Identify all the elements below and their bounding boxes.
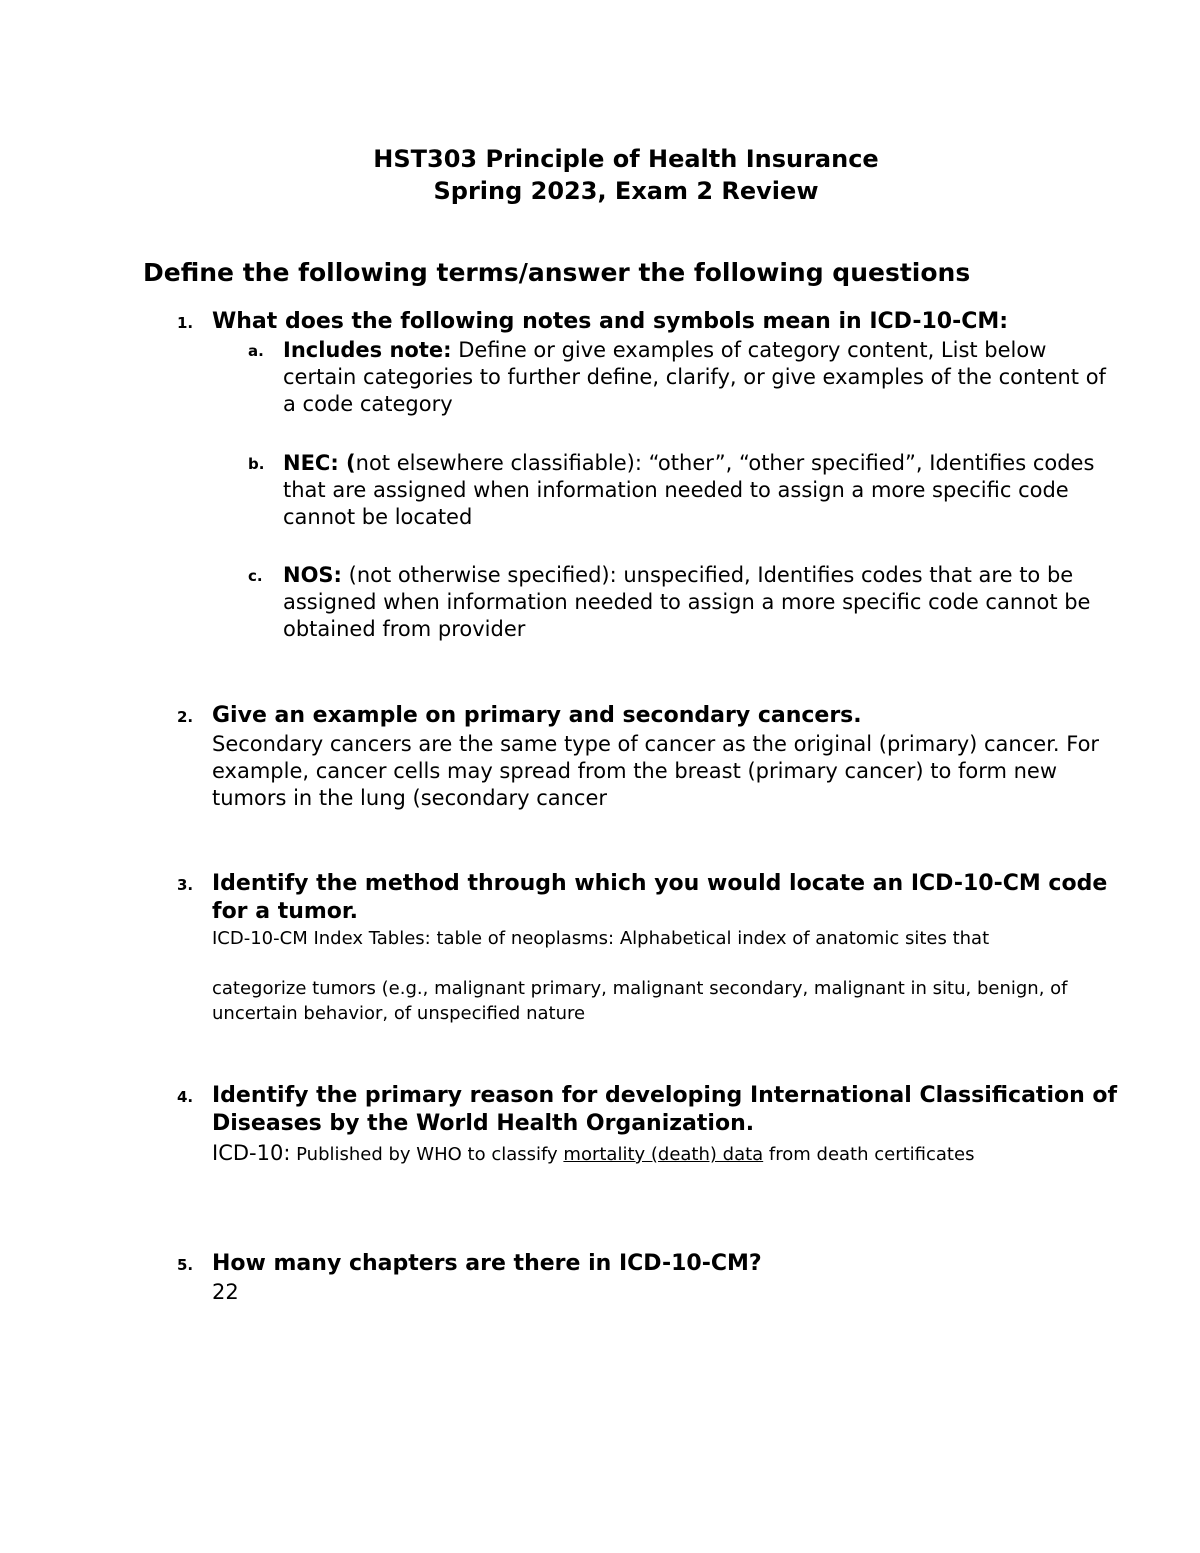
document-subtitle: Spring 2023, Exam 2 Review	[433, 177, 819, 205]
question-4-answer	[212, 1141, 1112, 1167]
question-2-answer: Secondary cancers are the same type of cancer as the original (primary) cancer. For example, cancer cells may spread from the breast (primary cancer) to form new tumors in the lung (secondary cancer	[212, 732, 1100, 810]
includes-note-term: Includes note:	[283, 338, 452, 362]
nec-definition: not elsewhere classifiable): “other”, “other specified”, Identifies codes that are assigned when information needed to assign a more specific code cannot be located	[283, 451, 1095, 529]
question-4-number: 4.	[177, 1088, 194, 1106]
question-1-item-a	[283, 337, 1123, 418]
question-1-number: 1.	[177, 314, 194, 332]
nos-definition: (not otherwise specified): unspecified, Identifies codes that are to be assigned when information needed to assign a more specific code cannot be obtained from provider	[283, 563, 1091, 641]
document-title: HST303 Principle of Health Insurance	[373, 145, 879, 173]
question-1-item-c-letter: c.	[248, 567, 263, 585]
icd-10-label: ICD-10:	[212, 1141, 291, 1165]
question-1-item-a-letter: a.	[248, 342, 264, 360]
question-1-title: What does the following notes and symbols mean in ICD-10-CM:	[212, 309, 1009, 334]
question-3-answer-line-2: categorize tumors (e.g., malignant primary, malignant secondary, malignant in situ, benign, of uncertain behavior, of unspecified nature	[212, 978, 1068, 1024]
question-5-title: How many chapters are there in ICD-10-CM?	[212, 1251, 762, 1276]
question-5-number: 5.	[177, 1256, 194, 1274]
question-1-item-c	[283, 562, 1123, 643]
question-3-number: 3.	[177, 876, 194, 894]
icd-10-description: Published by WHO to classify	[290, 1144, 564, 1165]
includes-note-definition: Define or give examples of category content, List below certain categories to further define, clarify, or give examples of the content of a code category	[283, 338, 1106, 416]
instructions-heading: Define the following terms/answer the following questions	[143, 258, 971, 287]
question-1-item-b	[283, 450, 1123, 531]
question-1-item-b-letter: b.	[248, 455, 265, 473]
question-2-number: 2.	[177, 708, 194, 726]
nec-term: NEC: (	[283, 451, 356, 475]
question-2-title: Give an example on primary and secondary cancers.	[212, 703, 862, 728]
nos-term: NOS:	[283, 563, 342, 587]
icd-10-description-tail: from death certificates	[763, 1144, 975, 1165]
mortality-data-underlined: mortality (death) data	[563, 1144, 764, 1165]
question-5-answer: 22	[212, 1280, 239, 1304]
question-3-title: Identify the method through which you would locate an ICD-10-CM code for a tumor.	[212, 871, 1108, 924]
question-4-title: Identify the primary reason for developing International Classification of Diseases by the World Health Organization.	[212, 1083, 1118, 1136]
question-3-answer-line-1: ICD-10-CM Index Tables: table of neoplasms: Alphabetical index of anatomic sites that	[212, 928, 990, 949]
